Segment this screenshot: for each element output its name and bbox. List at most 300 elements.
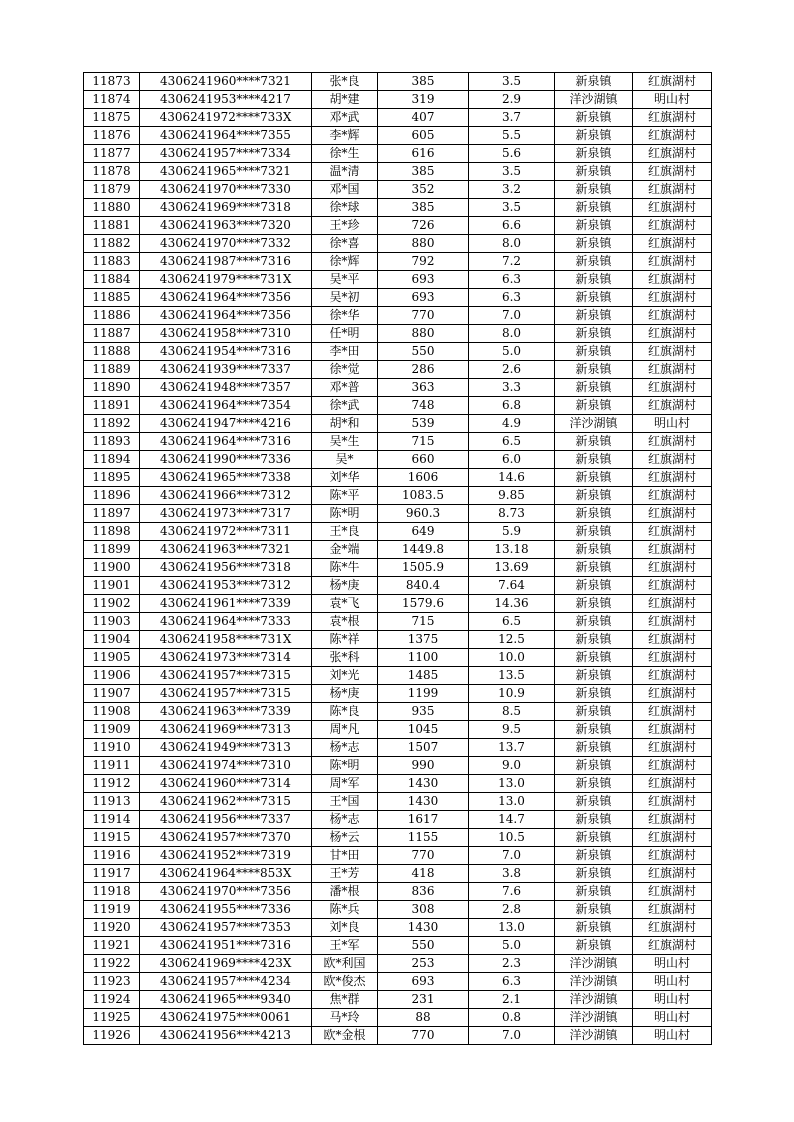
id-number-cell: 4306241966****7312 bbox=[140, 487, 312, 505]
town-cell: 新泉镇 bbox=[555, 307, 633, 325]
village-cell: 红旗湖村 bbox=[633, 523, 712, 541]
table-row bbox=[84, 901, 712, 919]
table-row bbox=[84, 937, 712, 955]
amount-cell: 550 bbox=[378, 937, 469, 955]
area-cell: 13.0 bbox=[469, 919, 555, 937]
town-cell: 新泉镇 bbox=[555, 109, 633, 127]
village-cell: 红旗湖村 bbox=[633, 883, 712, 901]
table-row bbox=[84, 235, 712, 253]
village-cell: 红旗湖村 bbox=[633, 469, 712, 487]
town-cell: 新泉镇 bbox=[555, 775, 633, 793]
area-cell: 5.6 bbox=[469, 145, 555, 163]
village-cell: 红旗湖村 bbox=[633, 307, 712, 325]
village-cell: 红旗湖村 bbox=[633, 217, 712, 235]
serial-number-cell: 11906 bbox=[84, 667, 140, 685]
area-cell: 3.5 bbox=[469, 73, 555, 91]
name-cell: 陈*良 bbox=[312, 703, 378, 721]
id-number-cell: 4306241965****7321 bbox=[140, 163, 312, 181]
table-row bbox=[84, 145, 712, 163]
id-number-cell: 4306241964****7316 bbox=[140, 433, 312, 451]
town-cell: 洋沙湖镇 bbox=[555, 991, 633, 1009]
town-cell: 新泉镇 bbox=[555, 451, 633, 469]
name-cell: 徐*生 bbox=[312, 145, 378, 163]
table-row bbox=[84, 577, 712, 595]
town-cell: 新泉镇 bbox=[555, 289, 633, 307]
table-row bbox=[84, 559, 712, 577]
name-cell: 温*清 bbox=[312, 163, 378, 181]
village-cell: 明山村 bbox=[633, 415, 712, 433]
amount-cell: 1579.6 bbox=[378, 595, 469, 613]
amount-cell: 990 bbox=[378, 757, 469, 775]
village-cell: 红旗湖村 bbox=[633, 739, 712, 757]
town-cell: 新泉镇 bbox=[555, 541, 633, 559]
village-cell: 红旗湖村 bbox=[633, 163, 712, 181]
town-cell: 新泉镇 bbox=[555, 901, 633, 919]
name-cell: 徐*华 bbox=[312, 307, 378, 325]
town-cell: 新泉镇 bbox=[555, 721, 633, 739]
village-cell: 红旗湖村 bbox=[633, 145, 712, 163]
name-cell: 杨*志 bbox=[312, 811, 378, 829]
town-cell: 新泉镇 bbox=[555, 649, 633, 667]
village-cell: 红旗湖村 bbox=[633, 757, 712, 775]
area-cell: 7.6 bbox=[469, 883, 555, 901]
amount-cell: 1045 bbox=[378, 721, 469, 739]
area-cell: 8.5 bbox=[469, 703, 555, 721]
town-cell: 新泉镇 bbox=[555, 235, 633, 253]
amount-cell: 693 bbox=[378, 973, 469, 991]
id-number-cell: 4306241956****7337 bbox=[140, 811, 312, 829]
area-cell: 14.7 bbox=[469, 811, 555, 829]
id-number-cell: 4306241963****7339 bbox=[140, 703, 312, 721]
amount-cell: 726 bbox=[378, 217, 469, 235]
serial-number-cell: 11918 bbox=[84, 883, 140, 901]
town-cell: 新泉镇 bbox=[555, 271, 633, 289]
area-cell: 0.8 bbox=[469, 1009, 555, 1027]
table-row bbox=[84, 217, 712, 235]
amount-cell: 231 bbox=[378, 991, 469, 1009]
village-cell: 红旗湖村 bbox=[633, 379, 712, 397]
table-row bbox=[84, 307, 712, 325]
serial-number-cell: 11924 bbox=[84, 991, 140, 1009]
amount-cell: 385 bbox=[378, 73, 469, 91]
amount-cell: 880 bbox=[378, 325, 469, 343]
id-number-cell: 4306241969****423X bbox=[140, 955, 312, 973]
village-cell: 红旗湖村 bbox=[633, 631, 712, 649]
table-row bbox=[84, 361, 712, 379]
serial-number-cell: 11896 bbox=[84, 487, 140, 505]
table-row bbox=[84, 433, 712, 451]
serial-number-cell: 11895 bbox=[84, 469, 140, 487]
area-cell: 5.5 bbox=[469, 127, 555, 145]
table-row bbox=[84, 613, 712, 631]
serial-number-cell: 11907 bbox=[84, 685, 140, 703]
village-cell: 红旗湖村 bbox=[633, 811, 712, 829]
table-row bbox=[84, 469, 712, 487]
name-cell: 胡*建 bbox=[312, 91, 378, 109]
village-cell: 明山村 bbox=[633, 91, 712, 109]
serial-number-cell: 11889 bbox=[84, 361, 140, 379]
name-cell: 刘*华 bbox=[312, 469, 378, 487]
area-cell: 10.5 bbox=[469, 829, 555, 847]
town-cell: 新泉镇 bbox=[555, 865, 633, 883]
area-cell: 10.0 bbox=[469, 649, 555, 667]
name-cell: 陈*平 bbox=[312, 487, 378, 505]
serial-number-cell: 11893 bbox=[84, 433, 140, 451]
name-cell: 杨*庚 bbox=[312, 685, 378, 703]
name-cell: 刘*良 bbox=[312, 919, 378, 937]
town-cell: 新泉镇 bbox=[555, 505, 633, 523]
serial-number-cell: 11923 bbox=[84, 973, 140, 991]
table-row bbox=[84, 667, 712, 685]
id-number-cell: 4306241953****4217 bbox=[140, 91, 312, 109]
amount-cell: 715 bbox=[378, 433, 469, 451]
town-cell: 新泉镇 bbox=[555, 757, 633, 775]
area-cell: 7.0 bbox=[469, 1027, 555, 1045]
amount-cell: 616 bbox=[378, 145, 469, 163]
id-number-cell: 4306241957****7353 bbox=[140, 919, 312, 937]
town-cell: 新泉镇 bbox=[555, 613, 633, 631]
name-cell: 陈*明 bbox=[312, 757, 378, 775]
id-number-cell: 4306241954****7316 bbox=[140, 343, 312, 361]
amount-cell: 539 bbox=[378, 415, 469, 433]
area-cell: 13.69 bbox=[469, 559, 555, 577]
town-cell: 新泉镇 bbox=[555, 361, 633, 379]
name-cell: 张*良 bbox=[312, 73, 378, 91]
id-number-cell: 4306241958****731X bbox=[140, 631, 312, 649]
table-row bbox=[84, 595, 712, 613]
name-cell: 袁*飞 bbox=[312, 595, 378, 613]
amount-cell: 1505.9 bbox=[378, 559, 469, 577]
id-number-cell: 4306241956****7318 bbox=[140, 559, 312, 577]
area-cell: 2.6 bbox=[469, 361, 555, 379]
amount-cell: 308 bbox=[378, 901, 469, 919]
village-cell: 红旗湖村 bbox=[633, 577, 712, 595]
name-cell: 王*良 bbox=[312, 523, 378, 541]
name-cell: 邓*国 bbox=[312, 181, 378, 199]
table-row bbox=[84, 325, 712, 343]
table-row bbox=[84, 415, 712, 433]
amount-cell: 836 bbox=[378, 883, 469, 901]
village-cell: 红旗湖村 bbox=[633, 865, 712, 883]
name-cell: 徐*武 bbox=[312, 397, 378, 415]
serial-number-cell: 11883 bbox=[84, 253, 140, 271]
town-cell: 新泉镇 bbox=[555, 163, 633, 181]
amount-cell: 1606 bbox=[378, 469, 469, 487]
area-cell: 9.0 bbox=[469, 757, 555, 775]
id-number-cell: 4306241975****0061 bbox=[140, 1009, 312, 1027]
table-row bbox=[84, 793, 712, 811]
area-cell: 13.18 bbox=[469, 541, 555, 559]
village-cell: 红旗湖村 bbox=[633, 253, 712, 271]
name-cell: 潘*根 bbox=[312, 883, 378, 901]
table-row bbox=[84, 847, 712, 865]
area-cell: 13.0 bbox=[469, 775, 555, 793]
amount-cell: 693 bbox=[378, 289, 469, 307]
village-cell: 红旗湖村 bbox=[633, 487, 712, 505]
amount-cell: 550 bbox=[378, 343, 469, 361]
amount-cell: 1430 bbox=[378, 919, 469, 937]
name-cell: 杨*志 bbox=[312, 739, 378, 757]
town-cell: 新泉镇 bbox=[555, 595, 633, 613]
area-cell: 13.7 bbox=[469, 739, 555, 757]
town-cell: 新泉镇 bbox=[555, 433, 633, 451]
id-number-cell: 4306241964****7356 bbox=[140, 289, 312, 307]
id-number-cell: 4306241939****7337 bbox=[140, 361, 312, 379]
amount-cell: 1507 bbox=[378, 739, 469, 757]
area-cell: 3.7 bbox=[469, 109, 555, 127]
table-row bbox=[84, 523, 712, 541]
id-number-cell: 4306241972****7311 bbox=[140, 523, 312, 541]
town-cell: 洋沙湖镇 bbox=[555, 415, 633, 433]
area-cell: 6.6 bbox=[469, 217, 555, 235]
serial-number-cell: 11878 bbox=[84, 163, 140, 181]
serial-number-cell: 11875 bbox=[84, 109, 140, 127]
town-cell: 新泉镇 bbox=[555, 145, 633, 163]
name-cell: 王*芳 bbox=[312, 865, 378, 883]
table-row bbox=[84, 703, 712, 721]
id-number-cell: 4306241964****853X bbox=[140, 865, 312, 883]
id-number-cell: 4306241969****7313 bbox=[140, 721, 312, 739]
name-cell: 陈*祥 bbox=[312, 631, 378, 649]
town-cell: 新泉镇 bbox=[555, 847, 633, 865]
area-cell: 14.6 bbox=[469, 469, 555, 487]
table-row bbox=[84, 127, 712, 145]
table-row bbox=[84, 73, 712, 91]
name-cell: 周*军 bbox=[312, 775, 378, 793]
village-cell: 明山村 bbox=[633, 1009, 712, 1027]
area-cell: 3.5 bbox=[469, 199, 555, 217]
area-cell: 2.3 bbox=[469, 955, 555, 973]
name-cell: 张*科 bbox=[312, 649, 378, 667]
table-row bbox=[84, 505, 712, 523]
table-body bbox=[84, 73, 712, 1045]
town-cell: 新泉镇 bbox=[555, 487, 633, 505]
town-cell: 新泉镇 bbox=[555, 127, 633, 145]
name-cell: 邓*普 bbox=[312, 379, 378, 397]
name-cell: 马*玲 bbox=[312, 1009, 378, 1027]
town-cell: 新泉镇 bbox=[555, 919, 633, 937]
id-number-cell: 4306241952****7319 bbox=[140, 847, 312, 865]
id-number-cell: 4306241970****7330 bbox=[140, 181, 312, 199]
name-cell: 王*珍 bbox=[312, 217, 378, 235]
name-cell: 金*端 bbox=[312, 541, 378, 559]
serial-number-cell: 11874 bbox=[84, 91, 140, 109]
id-number-cell: 4306241956****4213 bbox=[140, 1027, 312, 1045]
village-cell: 红旗湖村 bbox=[633, 451, 712, 469]
area-cell: 5.9 bbox=[469, 523, 555, 541]
village-cell: 红旗湖村 bbox=[633, 559, 712, 577]
amount-cell: 385 bbox=[378, 163, 469, 181]
name-cell: 吴*初 bbox=[312, 289, 378, 307]
table-row bbox=[84, 739, 712, 757]
amount-cell: 1199 bbox=[378, 685, 469, 703]
serial-number-cell: 11884 bbox=[84, 271, 140, 289]
village-cell: 红旗湖村 bbox=[633, 541, 712, 559]
serial-number-cell: 11882 bbox=[84, 235, 140, 253]
id-number-cell: 4306241964****7354 bbox=[140, 397, 312, 415]
serial-number-cell: 11888 bbox=[84, 343, 140, 361]
town-cell: 新泉镇 bbox=[555, 631, 633, 649]
serial-number-cell: 11912 bbox=[84, 775, 140, 793]
table-row bbox=[84, 199, 712, 217]
serial-number-cell: 11891 bbox=[84, 397, 140, 415]
id-number-cell: 4306241965****7338 bbox=[140, 469, 312, 487]
amount-cell: 770 bbox=[378, 1027, 469, 1045]
id-number-cell: 4306241960****7321 bbox=[140, 73, 312, 91]
table-row bbox=[84, 721, 712, 739]
village-cell: 明山村 bbox=[633, 973, 712, 991]
id-number-cell: 4306241970****7356 bbox=[140, 883, 312, 901]
village-cell: 红旗湖村 bbox=[633, 775, 712, 793]
town-cell: 新泉镇 bbox=[555, 667, 633, 685]
name-cell: 吴* bbox=[312, 451, 378, 469]
id-number-cell: 4306241972****733X bbox=[140, 109, 312, 127]
table-row bbox=[84, 973, 712, 991]
area-cell: 3.2 bbox=[469, 181, 555, 199]
id-number-cell: 4306241973****7317 bbox=[140, 505, 312, 523]
serial-number-cell: 11879 bbox=[84, 181, 140, 199]
serial-number-cell: 11877 bbox=[84, 145, 140, 163]
serial-number-cell: 11909 bbox=[84, 721, 140, 739]
id-number-cell: 4306241964****7355 bbox=[140, 127, 312, 145]
name-cell: 袁*根 bbox=[312, 613, 378, 631]
name-cell: 徐*辉 bbox=[312, 253, 378, 271]
town-cell: 新泉镇 bbox=[555, 379, 633, 397]
serial-number-cell: 11880 bbox=[84, 199, 140, 217]
id-number-cell: 4306241957****7370 bbox=[140, 829, 312, 847]
table-row bbox=[84, 91, 712, 109]
area-cell: 14.36 bbox=[469, 595, 555, 613]
area-cell: 10.9 bbox=[469, 685, 555, 703]
amount-cell: 693 bbox=[378, 271, 469, 289]
name-cell: 徐*觉 bbox=[312, 361, 378, 379]
village-cell: 红旗湖村 bbox=[633, 649, 712, 667]
name-cell: 徐*球 bbox=[312, 199, 378, 217]
amount-cell: 649 bbox=[378, 523, 469, 541]
village-cell: 红旗湖村 bbox=[633, 901, 712, 919]
area-cell: 13.5 bbox=[469, 667, 555, 685]
table-row bbox=[84, 181, 712, 199]
table-row bbox=[84, 541, 712, 559]
area-cell: 6.5 bbox=[469, 613, 555, 631]
amount-cell: 715 bbox=[378, 613, 469, 631]
village-cell: 红旗湖村 bbox=[633, 613, 712, 631]
table-row bbox=[84, 397, 712, 415]
town-cell: 新泉镇 bbox=[555, 883, 633, 901]
serial-number-cell: 11920 bbox=[84, 919, 140, 937]
area-cell: 12.5 bbox=[469, 631, 555, 649]
area-cell: 3.8 bbox=[469, 865, 555, 883]
amount-cell: 880 bbox=[378, 235, 469, 253]
village-cell: 明山村 bbox=[633, 955, 712, 973]
serial-number-cell: 11925 bbox=[84, 1009, 140, 1027]
amount-cell: 352 bbox=[378, 181, 469, 199]
name-cell: 欧*利国 bbox=[312, 955, 378, 973]
name-cell: 吴*生 bbox=[312, 433, 378, 451]
village-cell: 红旗湖村 bbox=[633, 397, 712, 415]
id-number-cell: 4306241964****7356 bbox=[140, 307, 312, 325]
amount-cell: 935 bbox=[378, 703, 469, 721]
name-cell: 甘*田 bbox=[312, 847, 378, 865]
amount-cell: 385 bbox=[378, 199, 469, 217]
amount-cell: 840.4 bbox=[378, 577, 469, 595]
table-row bbox=[84, 1009, 712, 1027]
name-cell: 周*凡 bbox=[312, 721, 378, 739]
amount-cell: 1430 bbox=[378, 775, 469, 793]
town-cell: 洋沙湖镇 bbox=[555, 973, 633, 991]
amount-cell: 605 bbox=[378, 127, 469, 145]
serial-number-cell: 11890 bbox=[84, 379, 140, 397]
village-cell: 明山村 bbox=[633, 1027, 712, 1045]
name-cell: 杨*云 bbox=[312, 829, 378, 847]
id-number-cell: 4306241970****7332 bbox=[140, 235, 312, 253]
name-cell: 徐*喜 bbox=[312, 235, 378, 253]
id-number-cell: 4306241963****7320 bbox=[140, 217, 312, 235]
village-cell: 红旗湖村 bbox=[633, 271, 712, 289]
amount-cell: 1375 bbox=[378, 631, 469, 649]
area-cell: 6.3 bbox=[469, 973, 555, 991]
id-number-cell: 4306241957****7334 bbox=[140, 145, 312, 163]
table-row bbox=[84, 343, 712, 361]
amount-cell: 792 bbox=[378, 253, 469, 271]
village-cell: 红旗湖村 bbox=[633, 109, 712, 127]
table-row bbox=[84, 883, 712, 901]
name-cell: 胡*和 bbox=[312, 415, 378, 433]
town-cell: 新泉镇 bbox=[555, 685, 633, 703]
area-cell: 3.3 bbox=[469, 379, 555, 397]
table-row bbox=[84, 487, 712, 505]
village-cell: 红旗湖村 bbox=[633, 937, 712, 955]
name-cell: 陈*明 bbox=[312, 505, 378, 523]
serial-number-cell: 11898 bbox=[84, 523, 140, 541]
town-cell: 新泉镇 bbox=[555, 937, 633, 955]
town-cell: 新泉镇 bbox=[555, 793, 633, 811]
village-cell: 红旗湖村 bbox=[633, 343, 712, 361]
id-number-cell: 4306241955****7336 bbox=[140, 901, 312, 919]
id-number-cell: 4306241973****7314 bbox=[140, 649, 312, 667]
table-row bbox=[84, 685, 712, 703]
table-row bbox=[84, 271, 712, 289]
town-cell: 新泉镇 bbox=[555, 469, 633, 487]
id-number-cell: 4306241957****7315 bbox=[140, 685, 312, 703]
name-cell: 刘*光 bbox=[312, 667, 378, 685]
id-number-cell: 4306241974****7310 bbox=[140, 757, 312, 775]
area-cell: 6.3 bbox=[469, 289, 555, 307]
serial-number-cell: 11897 bbox=[84, 505, 140, 523]
town-cell: 新泉镇 bbox=[555, 703, 633, 721]
village-cell: 红旗湖村 bbox=[633, 127, 712, 145]
table-row bbox=[84, 991, 712, 1009]
area-cell: 7.2 bbox=[469, 253, 555, 271]
village-cell: 红旗湖村 bbox=[633, 325, 712, 343]
id-number-cell: 4306241947****4216 bbox=[140, 415, 312, 433]
table-row bbox=[84, 253, 712, 271]
village-cell: 红旗湖村 bbox=[633, 289, 712, 307]
amount-cell: 418 bbox=[378, 865, 469, 883]
town-cell: 洋沙湖镇 bbox=[555, 91, 633, 109]
table-row bbox=[84, 919, 712, 937]
area-cell: 2.1 bbox=[469, 991, 555, 1009]
area-cell: 8.0 bbox=[469, 235, 555, 253]
id-number-cell: 4306241969****7318 bbox=[140, 199, 312, 217]
name-cell: 任*明 bbox=[312, 325, 378, 343]
serial-number-cell: 11873 bbox=[84, 73, 140, 91]
village-cell: 红旗湖村 bbox=[633, 235, 712, 253]
village-cell: 红旗湖村 bbox=[633, 685, 712, 703]
area-cell: 4.9 bbox=[469, 415, 555, 433]
table-row bbox=[84, 631, 712, 649]
table-row bbox=[84, 451, 712, 469]
